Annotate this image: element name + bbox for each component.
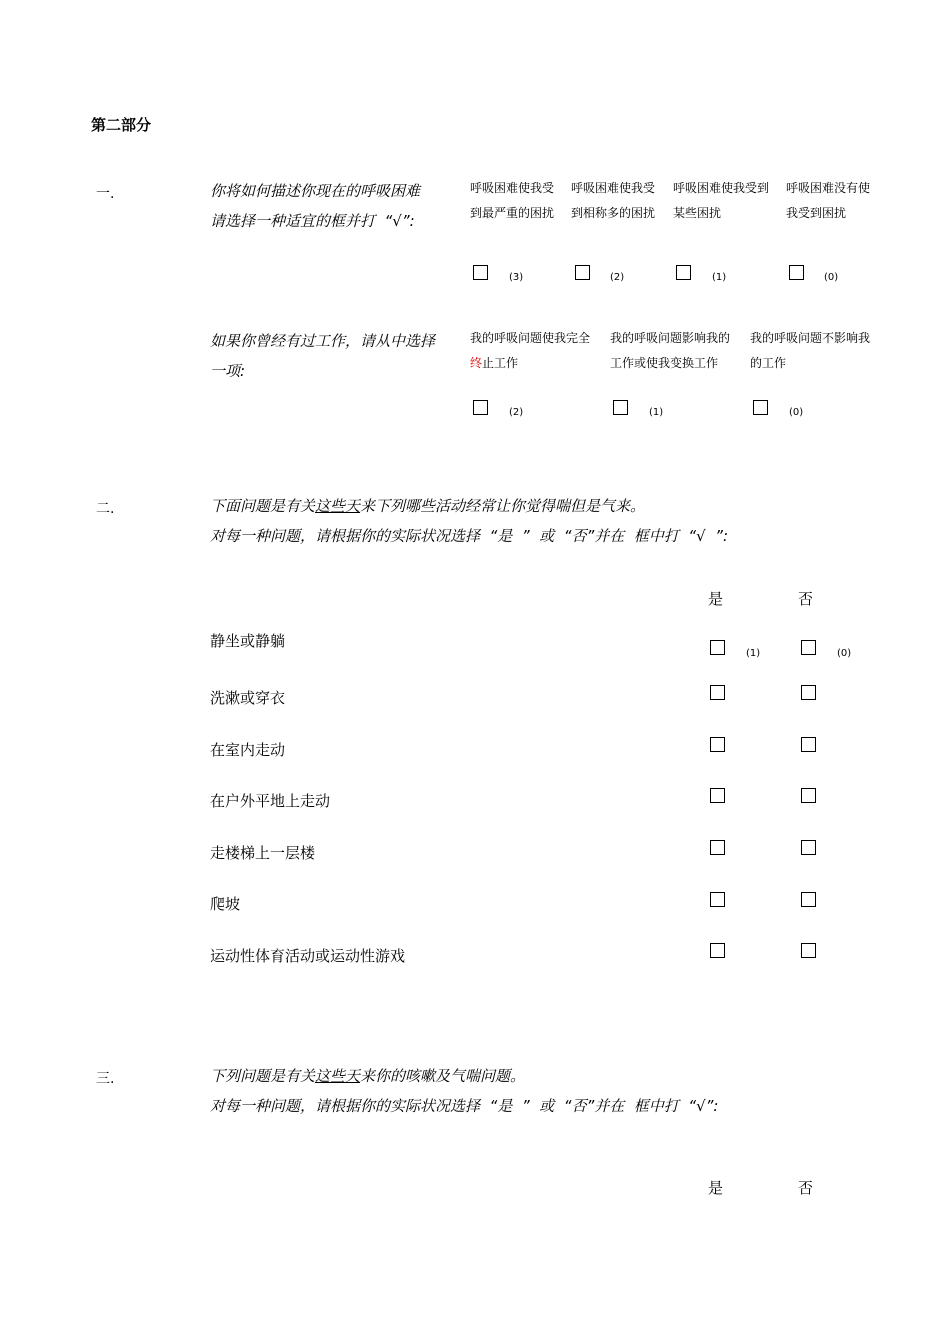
s1-q1-score-3: (1) bbox=[712, 272, 727, 283]
option-text: 呼吸困难没有使 bbox=[786, 181, 871, 195]
s1-question-2-line-1: 如果你曾经有过工作，请从中选择 bbox=[210, 332, 436, 350]
option-text: 我受到困扰 bbox=[786, 206, 847, 220]
s1-q2-checkbox-1[interactable] bbox=[473, 400, 488, 415]
no-checkbox[interactable] bbox=[801, 892, 816, 907]
instruction-text: 来下列哪些活动经常让你觉得喘但是气来。 bbox=[360, 497, 646, 515]
activity-label: 在户外平地上走动 bbox=[210, 792, 331, 810]
no-checkbox[interactable] bbox=[801, 943, 816, 958]
section-1-number: 一. bbox=[96, 186, 115, 202]
s3-instruction-line-2: 对每一种问题，请根据你的实际状况选择 “是 ” 或 “否”并在 框中打 “√”: bbox=[210, 1097, 719, 1115]
no-score: (0) bbox=[837, 648, 852, 659]
activity-label: 爬坡 bbox=[210, 895, 241, 913]
s1-q1-score-4: (0) bbox=[824, 272, 839, 283]
s1-question-1-line-1: 你将如何描述你现在的呼吸困难 bbox=[210, 182, 421, 200]
option-text: 到相称多的困扰 bbox=[571, 206, 656, 220]
s2-no-header: 否 bbox=[798, 590, 814, 608]
s1-q2-score-2: (1) bbox=[649, 407, 664, 418]
option-text: 的工作 bbox=[750, 356, 787, 370]
s1-q2-checkbox-3[interactable] bbox=[753, 400, 768, 415]
option-text-red: 终 bbox=[470, 356, 483, 370]
yes-checkbox[interactable] bbox=[710, 788, 725, 803]
activity-label: 运动性体育活动或运动性游戏 bbox=[210, 947, 406, 965]
s1-q2-option-1 bbox=[470, 326, 610, 376]
yes-score: (1) bbox=[746, 648, 761, 659]
s1-q2-checkbox-2[interactable] bbox=[613, 400, 628, 415]
s1-q1-option-3 bbox=[673, 176, 783, 226]
s1-q1-score-2: (2) bbox=[610, 272, 625, 283]
yes-checkbox[interactable] bbox=[710, 685, 725, 700]
s1-q1-checkbox-2[interactable] bbox=[575, 265, 590, 280]
no-checkbox[interactable] bbox=[801, 685, 816, 700]
activity-label: 在室内走动 bbox=[210, 741, 286, 759]
s3-no-header: 否 bbox=[798, 1179, 814, 1197]
activity-label: 洗漱或穿衣 bbox=[210, 689, 286, 707]
instruction-underlined: 这些天 bbox=[315, 497, 361, 515]
s1-q1-option-4 bbox=[786, 176, 886, 226]
s1-question-1-line-2: 请选择一种适宜的框并打 “√”: bbox=[210, 212, 415, 230]
part-title: 第二部分 bbox=[91, 116, 152, 134]
s1-q1-checkbox-1[interactable] bbox=[473, 265, 488, 280]
yes-checkbox[interactable] bbox=[710, 892, 725, 907]
s3-instruction-line-1 bbox=[210, 1061, 525, 1091]
option-text: 呼吸困难使我受到 bbox=[673, 181, 770, 195]
yes-checkbox[interactable] bbox=[710, 840, 725, 855]
s1-q1-option-2 bbox=[571, 176, 671, 226]
s1-q2-option-3 bbox=[750, 326, 890, 376]
yes-checkbox[interactable] bbox=[710, 943, 725, 958]
s2-yes-header: 是 bbox=[708, 590, 724, 608]
s1-q1-option-1 bbox=[470, 176, 570, 226]
section-2-number: 二. bbox=[96, 501, 115, 517]
option-text: 我的呼吸问题使我完全 bbox=[470, 331, 591, 345]
activity-label: 走楼梯上一层楼 bbox=[210, 844, 316, 862]
s1-q1-checkbox-4[interactable] bbox=[789, 265, 804, 280]
option-text: 呼吸困难使我受 bbox=[470, 181, 555, 195]
no-checkbox[interactable] bbox=[801, 840, 816, 855]
s1-question-2-line-2: 一项: bbox=[210, 362, 246, 380]
option-text: 到最严重的困扰 bbox=[470, 206, 555, 220]
s1-q2-score-1: (2) bbox=[509, 407, 524, 418]
option-text: 某些困扰 bbox=[673, 206, 722, 220]
instruction-text: 来你的咳嗽及气喘问题。 bbox=[360, 1067, 526, 1085]
no-checkbox[interactable] bbox=[801, 788, 816, 803]
no-checkbox[interactable] bbox=[801, 640, 816, 655]
option-text: 呼吸困难使我受 bbox=[571, 181, 656, 195]
instruction-text: 下面问题是有关 bbox=[210, 497, 316, 515]
instruction-text: 下列问题是有关 bbox=[210, 1067, 316, 1085]
option-text: 止工作 bbox=[482, 356, 519, 370]
s2-instruction-line-2: 对每一种问题，请根据你的实际状况选择 “是 ” 或 “否”并在 框中打 “√ ”: bbox=[210, 527, 728, 545]
s1-q2-option-2 bbox=[610, 326, 750, 376]
activity-label: 静坐或静躺 bbox=[210, 632, 286, 650]
s1-q1-checkbox-3[interactable] bbox=[676, 265, 691, 280]
s3-yes-header: 是 bbox=[708, 1179, 724, 1197]
option-text: 工作或使我变换工作 bbox=[610, 356, 719, 370]
s2-instruction-line-1 bbox=[210, 491, 645, 521]
instruction-underlined: 这些天 bbox=[315, 1067, 361, 1085]
yes-checkbox[interactable] bbox=[710, 737, 725, 752]
no-checkbox[interactable] bbox=[801, 737, 816, 752]
yes-checkbox[interactable] bbox=[710, 640, 725, 655]
option-text: 我的呼吸问题不影响我 bbox=[750, 331, 871, 345]
s1-q1-score-1: (3) bbox=[509, 272, 524, 283]
section-3-number: 三. bbox=[96, 1071, 115, 1087]
option-text: 我的呼吸问题影响我的 bbox=[610, 331, 731, 345]
s1-q2-score-3: (0) bbox=[789, 407, 804, 418]
